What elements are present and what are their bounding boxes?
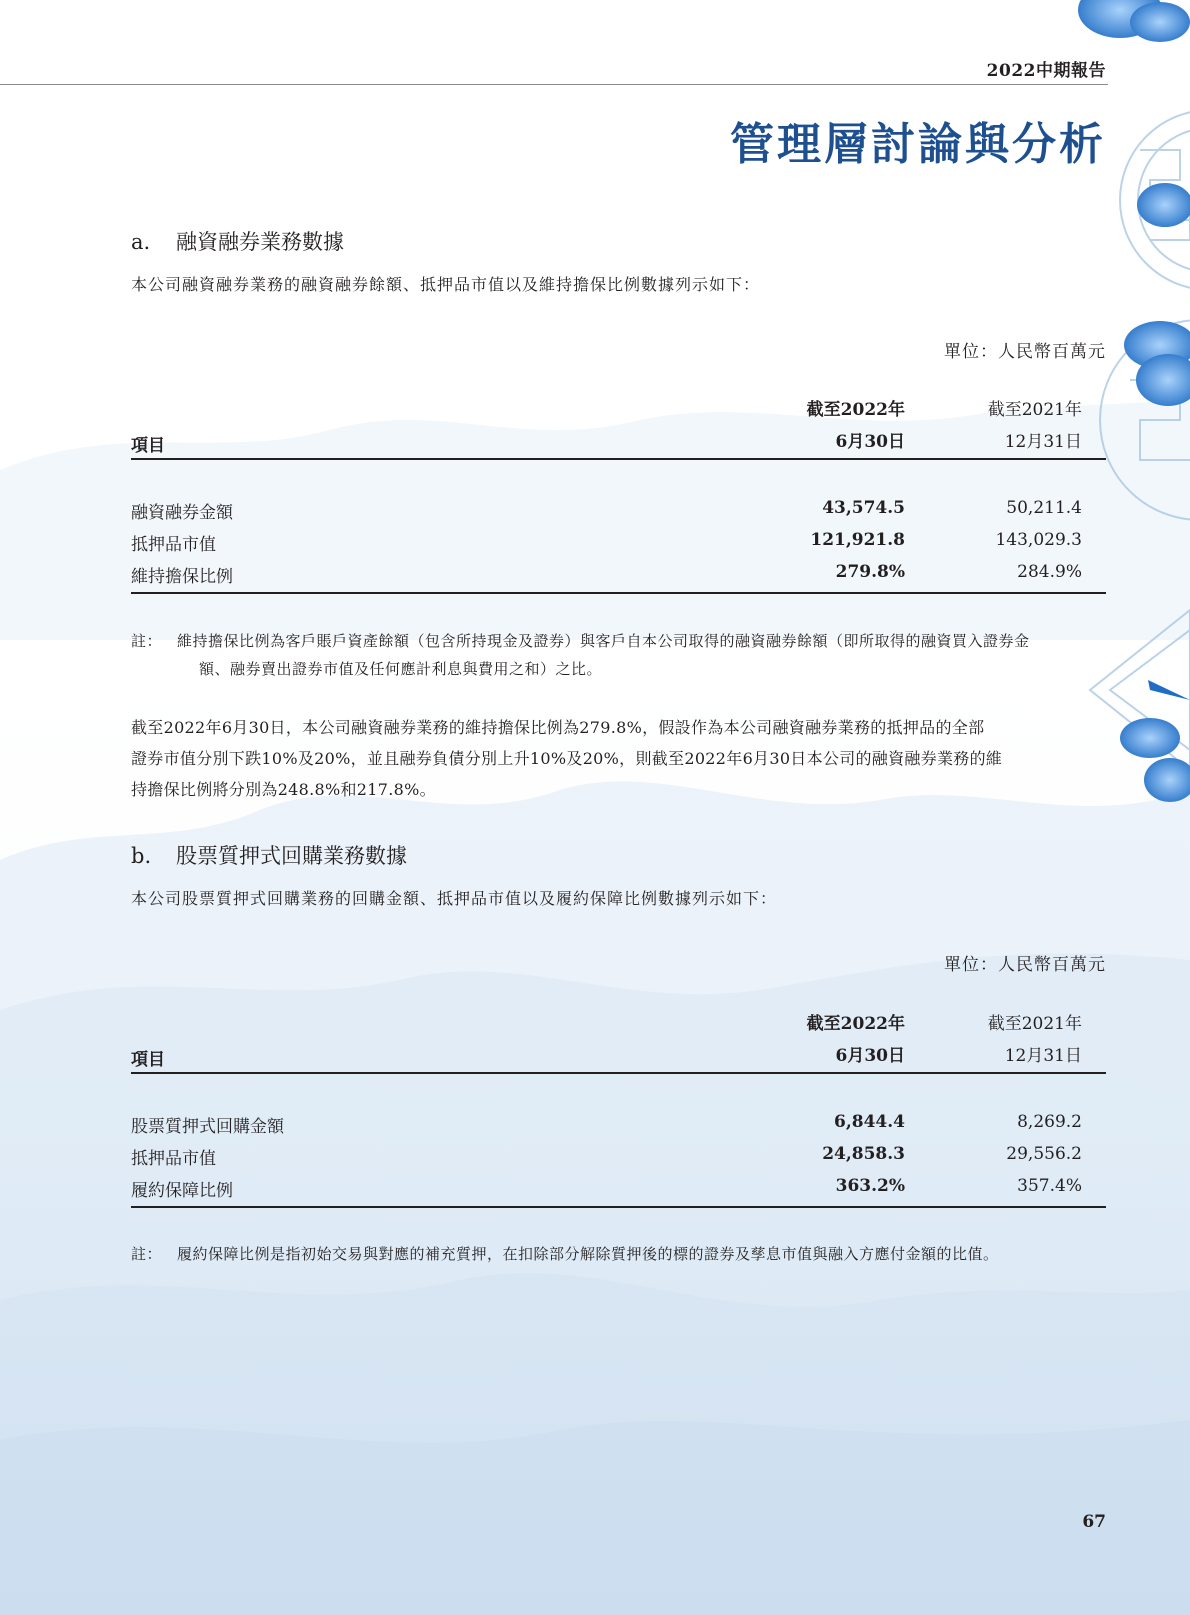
table-header (131, 394, 1106, 458)
section-b-heading (131, 840, 407, 870)
page-title: 管理層討論與分析 (730, 119, 1106, 170)
note-tag: 註： (131, 632, 163, 650)
table-row (131, 494, 1106, 526)
section-a-letter: a. (131, 230, 151, 254)
row-value-2021: 143,029.3 (995, 530, 1082, 550)
section-a-heading (131, 226, 344, 256)
section-a-note (131, 627, 1106, 683)
table-row (131, 526, 1106, 558)
paragraph-line-1: 截至2022年6月30日，本公司融資融券業務的維持擔保比例為279.8%，假設作為本公司融資融券業務的抵押品的全部 (131, 718, 985, 737)
col-header-2022-line1: 截至2022年 (806, 400, 905, 420)
row-label: 履約保障比例 (131, 1181, 233, 1201)
row-value-2022: 121,921.8 (810, 530, 905, 550)
row-value-2022: 363.2% (835, 1176, 905, 1196)
col-header-2021-line2: 12月31日 (1004, 1046, 1082, 1066)
header-rule (0, 84, 1108, 85)
section-a-paragraph (131, 712, 1106, 805)
header-rule-line (131, 1072, 1106, 1074)
note-line-2: 額、融券賣出證券市值及任何應計利息與費用之和）之比。 (199, 660, 603, 678)
col-header-2021 (922, 394, 1082, 458)
section-b-note (131, 1240, 1106, 1268)
col-header-2022-line2: 6月30日 (835, 432, 905, 452)
header-rule-line (131, 458, 1106, 460)
note-tag: 註： (131, 1245, 163, 1263)
section-b-title: 股票質押式回購業務數據 (176, 844, 407, 868)
table-header (131, 1008, 1106, 1072)
row-value-2022: 6,844.4 (834, 1112, 905, 1132)
row-value-2021: 284.9% (1017, 562, 1082, 582)
row-label: 抵押品市值 (131, 1149, 216, 1169)
section-b-letter: b. (131, 844, 152, 868)
col-header-2021 (922, 1008, 1082, 1072)
paragraph-line-3: 持擔保比例將分別為248.8%和217.8%。 (131, 780, 436, 799)
row-value-2022: 43,574.5 (822, 498, 905, 518)
table-row (131, 1108, 1106, 1140)
row-value-2022: 24,858.3 (822, 1144, 905, 1164)
paragraph-line-2: 證券市值分別下跌10%及20%，並且融券負債分別上升10%及20%，則截至2022年6月30日本公司的融資融券業務的維 (131, 749, 1003, 768)
row-label: 股票質押式回購金額 (131, 1117, 284, 1137)
section-a-intro: 本公司融資融券業務的融資融券餘額、抵押品市值以及維持擔保比例數據列示如下： (131, 275, 761, 294)
col-header-2022 (745, 394, 905, 458)
col-header-2022-line2: 6月30日 (835, 1046, 905, 1066)
table-row (131, 1140, 1106, 1172)
row-value-2021: 8,269.2 (1017, 1112, 1082, 1132)
col-header-2022-line1: 截至2022年 (806, 1014, 905, 1034)
col-header-2021-line2: 12月31日 (1004, 432, 1082, 452)
report-name: 2022中期報告 (986, 61, 1106, 81)
section-b-unit: 單位：人民幣百萬元 (944, 955, 1106, 975)
table-bottom-rule (131, 1206, 1106, 1208)
row-value-2021: 29,556.2 (1006, 1144, 1082, 1164)
section-a-unit: 單位：人民幣百萬元 (944, 342, 1106, 362)
col-header-2021-line1: 截至2021年 (987, 1014, 1082, 1034)
row-value-2021: 50,211.4 (1006, 498, 1082, 518)
section-a-title: 融資融券業務數據 (176, 230, 344, 254)
col-header-2021-line1: 截至2021年 (987, 400, 1082, 420)
page-number: 67 (1082, 1512, 1106, 1532)
margin-financing-table (131, 394, 1106, 587)
note-line-1: 履約保障比例是指初始交易與對應的補充質押，在扣除部分解除質押後的標的證券及孳息市值與融入方應付金額的比值。 (177, 1245, 999, 1263)
note-line-1: 維持擔保比例為客戶賬戶資產餘額（包含所持現金及證券）與客戶自本公司取得的融資融券餘額（即所取得的融資買入證券金 (177, 632, 1030, 650)
col-header-2022 (745, 1008, 905, 1072)
table-bottom-rule (131, 592, 1106, 594)
row-label: 融資融券金額 (131, 503, 233, 523)
section-b-intro: 本公司股票質押式回購業務的回購金額、抵押品市值以及履約保障比例數據列示如下： (131, 889, 778, 908)
row-value-2021: 357.4% (1017, 1176, 1082, 1196)
row-value-2022: 279.8% (835, 562, 905, 582)
table-row (131, 558, 1106, 590)
col-header-item: 項目 (131, 1050, 165, 1070)
stock-pledge-table (131, 1008, 1106, 1201)
row-label: 維持擔保比例 (131, 567, 233, 587)
col-header-item: 項目 (131, 436, 165, 456)
row-label: 抵押品市值 (131, 535, 216, 555)
table-row (131, 1172, 1106, 1204)
